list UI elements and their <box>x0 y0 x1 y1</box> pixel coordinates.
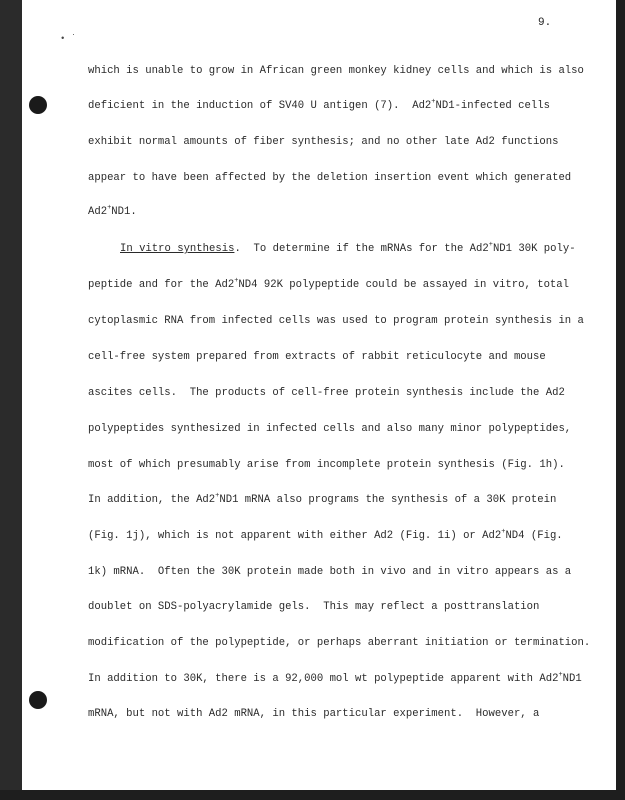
text-line <box>88 172 571 184</box>
text-segment: ND1. <box>111 206 137 218</box>
text-segment: Ad2 <box>88 206 108 218</box>
text-segment: ND1 <box>562 673 582 685</box>
text-segment: appear to have been affected by the deletion insertion event which generated <box>88 172 572 184</box>
text-line <box>88 708 539 720</box>
text-line <box>88 100 550 112</box>
text-segment: In addition, the Ad2 <box>88 494 216 506</box>
text-segment: ascites cells. The products of cell-free protein synthesis include the Ad2 <box>88 387 565 399</box>
superscript: + <box>215 492 220 500</box>
text-segment: In addition to 30K, there is a 92,000 mol wt polypeptide apparent with Ad2 <box>88 673 559 685</box>
text-segment: exhibit normal amounts of fiber synthesis; and no other late Ad2 functions <box>88 136 559 148</box>
text-segment: cell-free system prepared from extracts of rabbit reticulocyte and mouse <box>88 351 546 363</box>
text-line <box>88 387 565 399</box>
text-segment: polypeptides synthesized in infected cells and also many minor polypeptides, <box>88 423 572 435</box>
text-line <box>88 673 582 685</box>
text-segment: modification of the polypeptide, or perhaps aberrant initiation or termination. <box>88 637 591 649</box>
superscript: + <box>558 671 563 679</box>
text-segment: mRNA, but not with Ad2 mRNA, in this particular experiment. However, a <box>88 708 540 720</box>
page-number: 9. <box>538 17 552 29</box>
punch-hole-bottom <box>29 691 47 709</box>
text-segment: ND1 30K poly- <box>492 243 576 255</box>
text-segment: 1k) mRNA. Often the 30K protein made both in vivo and in vitro appears as a <box>88 566 572 578</box>
text-segment: ND4 92K polypeptide could be assayed in vitro, total <box>238 279 570 291</box>
text-line <box>88 530 563 542</box>
scan-edge-bottom <box>0 790 625 800</box>
superscript: + <box>234 277 239 285</box>
margin-specks: • ˙ <box>60 34 77 44</box>
text-line <box>88 65 584 77</box>
superscript: + <box>107 204 112 212</box>
text-line <box>88 351 546 363</box>
scan-edge-right <box>616 0 625 800</box>
text-segment: cytoplasmic RNA from infected cells was used to program protein synthesis in a <box>88 315 584 327</box>
superscript: + <box>488 241 493 249</box>
text-line <box>88 637 590 649</box>
text-line <box>88 459 565 471</box>
text-segment: deficient in the induction of SV40 U antigen (7). Ad2 <box>88 100 432 112</box>
text-line <box>88 136 558 148</box>
text-line <box>88 423 571 435</box>
text-segment: (Fig. 1j), which is not apparent with either Ad2 (Fig. 1i) or Ad2 <box>88 530 502 542</box>
text-line <box>88 315 584 327</box>
text-segment: ND1-infected cells <box>435 100 550 112</box>
text-line <box>88 566 571 578</box>
text-line <box>120 243 576 255</box>
text-segment: most of which presumably arise from incomplete protein synthesis (Fig. 1h). <box>88 459 565 471</box>
text-segment: doublet on SDS-polyacrylamide gels. This may reflect a posttranslation <box>88 601 540 613</box>
text-line <box>88 494 556 506</box>
underlined-heading: In vitro synthesis <box>120 243 235 255</box>
text-segment: ND4 (Fig. <box>505 530 563 542</box>
superscript: + <box>501 528 506 536</box>
text-segment: peptide and for the Ad2 <box>88 279 235 291</box>
text-segment: ND1 mRNA also programs the synthesis of a 30K protein <box>219 494 557 506</box>
text-line <box>88 601 539 613</box>
superscript: + <box>431 98 436 106</box>
text-line <box>88 206 137 218</box>
text-line <box>88 279 569 291</box>
punch-hole-top <box>29 96 47 114</box>
text-segment: which is unable to grow in African green monkey kidney cells and which is also <box>88 65 584 77</box>
text-segment: . To determine if the mRNAs for the Ad2 <box>234 243 489 255</box>
